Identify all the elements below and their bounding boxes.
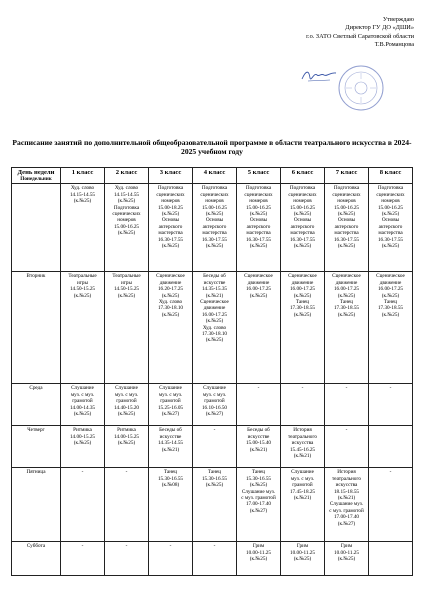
day-header-label: День недели (17, 169, 55, 176)
lesson-line: движение (335, 279, 358, 286)
lesson-line: - (389, 469, 392, 476)
lesson-line: номеров (293, 198, 312, 205)
lesson-line: номеров (161, 198, 180, 205)
schedule-cell (369, 184, 413, 272)
lesson-line: - (125, 543, 128, 550)
lesson-line: Слушание (115, 385, 138, 392)
lesson-line: муз. с муз. (202, 391, 227, 398)
lesson-line: (к.№25) (293, 556, 312, 563)
class-column-header: 3 класс (149, 168, 193, 184)
lesson-line: Худ. слово (114, 185, 139, 192)
lesson-line: (к.№25) (117, 198, 136, 205)
lesson-line: (к.№21) (249, 446, 268, 453)
lesson-line: 14.35-15.35 (201, 286, 228, 293)
lesson-line: (к.№27) (337, 520, 356, 527)
lesson-line: актерского (246, 223, 271, 230)
lesson-line: сценических (332, 191, 361, 198)
schedule-table (11, 167, 413, 576)
lesson-line: Театральные (68, 273, 97, 280)
lesson-line: 10.00-11.25 (290, 549, 315, 556)
official-stamp (337, 64, 385, 112)
class-column-header: 8 класс (369, 168, 413, 184)
schedule-row (12, 468, 413, 542)
lesson-line: Беседы об (247, 427, 270, 434)
lesson-line: грамотой (204, 398, 225, 405)
schedule-row (12, 542, 413, 576)
lesson-line: Основы (205, 217, 224, 224)
lesson-line: движение (379, 279, 402, 286)
schedule-cell (369, 468, 413, 542)
lesson-line: Основы (381, 217, 400, 224)
lesson-line: искусстве (247, 433, 270, 440)
lesson-line: 15.00-16.25 (333, 204, 360, 211)
lesson-line: 16.30-17.55 (201, 236, 228, 243)
lesson-line: Основы (161, 217, 180, 224)
lesson-line: Худ. слово (70, 185, 95, 192)
day-label (12, 184, 61, 272)
lesson-line: (к.№25) (381, 211, 400, 218)
lesson-line: Беседы об (159, 427, 182, 434)
lesson-line: (к.№25) (249, 292, 268, 299)
schedule-cell (325, 272, 369, 384)
lesson-line: номеров (249, 198, 268, 205)
schedule-cell (237, 542, 281, 576)
lesson-line: номеров (117, 217, 136, 224)
lesson-line: 17.30-18.55 (377, 305, 404, 312)
lesson-line: театрального (288, 433, 317, 440)
lesson-line: (к.№25) (337, 243, 356, 250)
lesson-line: (к.№25) (161, 243, 180, 250)
lesson-line: (к.№25) (381, 292, 400, 299)
lesson-line: мастерства (334, 230, 359, 237)
schedule-cell (281, 426, 325, 468)
approval-line: Т.В.Романцова (374, 41, 414, 49)
lesson-line: актерского (202, 223, 227, 230)
day-label: Среда (12, 384, 61, 426)
lesson-line: Сценическое (156, 273, 185, 280)
lesson-line: грамотой (116, 398, 137, 405)
schedule-cell (237, 272, 281, 384)
lesson-line: сценических (156, 191, 185, 198)
lesson-line: грамотой (160, 398, 181, 405)
schedule-cell (193, 542, 237, 576)
lesson-line: Подготовка (157, 185, 184, 192)
lesson-line: 17.45-18.25 (289, 488, 316, 495)
lesson-line: мастерства (378, 230, 403, 237)
lesson-line: (к.№25) (117, 440, 136, 447)
lesson-line: Подготовка (377, 185, 404, 192)
schedule-cell (61, 184, 105, 272)
lesson-line: 16.00-17.25 (289, 286, 316, 293)
page-title: Расписание занятий по дополнительной общеобразовательной программе в области театрального искусства в 2024-2025 учебном году (12, 138, 412, 156)
lesson-line: (к.№25) (73, 292, 92, 299)
schedule-cell (61, 272, 105, 384)
lesson-line: Беседы об (203, 273, 226, 280)
lesson-line: Худ. слово (202, 324, 227, 331)
lesson-line: Сценическое (288, 273, 317, 280)
lesson-line: Сценическое (332, 273, 361, 280)
lesson-line: искусстве (203, 279, 226, 286)
schedule-row (12, 426, 413, 468)
lesson-line: (к.№25) (117, 230, 136, 237)
lesson-line: движение (203, 305, 226, 312)
lesson-line: История (337, 469, 356, 476)
lesson-line: Грим (340, 543, 353, 550)
schedule-cell (325, 426, 369, 468)
lesson-line: 14.15-14.55 (113, 191, 140, 198)
lesson-line: 17.00-17.40 (333, 514, 360, 521)
lesson-line: 16.00-17.25 (333, 286, 360, 293)
lesson-line: - (345, 427, 348, 434)
lesson-line: Слушание муз. (241, 488, 276, 495)
schedule-cell (193, 384, 237, 426)
lesson-line: номеров (337, 198, 356, 205)
lesson-line: сценических (376, 191, 405, 198)
class-column-header: 1 класс (61, 168, 105, 184)
lesson-line: (к.№21) (293, 453, 312, 460)
lesson-line: 15.00-16.25 (289, 204, 316, 211)
lesson-line: (к.№25) (337, 292, 356, 299)
lesson-line: Основы (337, 217, 356, 224)
schedule-cell (149, 468, 193, 542)
schedule-cell (149, 542, 193, 576)
lesson-line: - (389, 385, 392, 392)
class-column-header: 6 класс (281, 168, 325, 184)
schedule-cell (369, 272, 413, 384)
lesson-line: 15.00-18.25 (157, 204, 184, 211)
lesson-line: (к.№21) (337, 495, 356, 502)
schedule-cell (281, 542, 325, 576)
lesson-line: (к.№25) (249, 211, 268, 218)
lesson-line: Подготовка (333, 185, 360, 192)
lesson-line: - (213, 427, 216, 434)
lesson-line: Подготовка (245, 185, 272, 192)
lesson-line: 15.30-16.55 (201, 475, 228, 482)
schedule-cell (61, 384, 105, 426)
lesson-line: Ритмика (117, 427, 136, 434)
schedule-cell (281, 272, 325, 384)
schedule-cell (61, 468, 105, 542)
class-column-header: 4 класс (193, 168, 237, 184)
lesson-line: - (125, 469, 128, 476)
lesson-line: 17.30-18.10 (201, 331, 228, 338)
lesson-line: (к.№25) (161, 211, 180, 218)
schedule-cell (237, 384, 281, 426)
lesson-line: (к.№27) (249, 507, 268, 514)
lesson-line: 17.30-18.10 (157, 305, 184, 312)
schedule-row (12, 384, 413, 426)
lesson-line: Танец (207, 469, 222, 476)
lesson-line: 14.15-14.55 (69, 191, 96, 198)
day-label: Вторник (12, 272, 61, 384)
lesson-line: искусства (335, 482, 358, 489)
lesson-line: (к.№25) (205, 318, 224, 325)
lesson-line: Подготовка (113, 204, 140, 211)
lesson-line: (к.№25) (337, 211, 356, 218)
lesson-line: 14.50-15.25 (69, 286, 96, 293)
lesson-line: - (213, 543, 216, 550)
schedule-cell (105, 426, 149, 468)
lesson-line: игры (121, 279, 132, 286)
schedule-cell (237, 468, 281, 542)
lesson-line: - (169, 543, 172, 550)
lesson-line: - (81, 543, 84, 550)
lesson-line: (к.№25) (381, 311, 400, 318)
lesson-line: Сценическое (200, 299, 229, 306)
schedule-body (12, 184, 413, 576)
lesson-line: (к.№21) (293, 495, 312, 502)
lesson-line: (к.№27) (161, 411, 180, 418)
lesson-line: актерского (290, 223, 315, 230)
lesson-line: театрального (332, 475, 361, 482)
lesson-line: актерского (378, 223, 403, 230)
lesson-line: (к.№25) (73, 411, 92, 418)
lesson-line: с муз. грамотой (241, 495, 276, 502)
lesson-line: Танец (339, 299, 354, 306)
lesson-line: мастерства (158, 230, 183, 237)
lesson-line: 15.30-16.55 (157, 475, 184, 482)
lesson-line: номеров (381, 198, 400, 205)
lesson-line: актерского (158, 223, 183, 230)
lesson-line: 16.20-17.25 (157, 286, 184, 293)
lesson-line: Танец (383, 299, 398, 306)
lesson-line: 15.45-16.25 (289, 446, 316, 453)
lesson-line: 15.30-16.55 (245, 475, 272, 482)
schedule-cell (281, 384, 325, 426)
schedule-cell (149, 426, 193, 468)
lesson-line: (к.№25) (337, 556, 356, 563)
lesson-line: (к.№25) (205, 243, 224, 250)
lesson-line: Слушание (159, 385, 182, 392)
lesson-line: 16.30-17.55 (289, 236, 316, 243)
header-row (12, 168, 413, 184)
lesson-line: (к.№25) (249, 556, 268, 563)
lesson-line: Танец (163, 469, 178, 476)
approval-line: Директор ГУ ДО «ДШИ» (345, 24, 414, 32)
lesson-line: Слушание муз. (329, 501, 364, 508)
schedule-cell (325, 384, 369, 426)
schedule-cell (193, 426, 237, 468)
lesson-line: 16.00-17.25 (245, 286, 272, 293)
lesson-line: (к.№25) (381, 243, 400, 250)
schedule-cell (105, 468, 149, 542)
lesson-line: (к.№25) (73, 198, 92, 205)
lesson-line: с муз. грамотой (329, 507, 364, 514)
lesson-line: Слушание (203, 385, 226, 392)
lesson-line: актерского (334, 223, 359, 230)
lesson-line: 16.30-17.55 (377, 236, 404, 243)
day-label: Суббота (12, 542, 61, 576)
schedule-cell (61, 542, 105, 576)
lesson-line: 17.30-18.55 (289, 305, 316, 312)
schedule-cell (325, 542, 369, 576)
lesson-line: Слушание (71, 385, 94, 392)
lesson-line: Основы (249, 217, 268, 224)
schedule-row (12, 184, 413, 272)
approval-block (224, 16, 414, 50)
lesson-line: сценических (288, 191, 317, 198)
lesson-line: Танец (295, 299, 310, 306)
monday-label: Понедельник (20, 176, 52, 183)
lesson-line: (к.№25) (205, 211, 224, 218)
lesson-line: 14.35-14.55 (157, 440, 184, 447)
lesson-line: Слушание (291, 469, 314, 476)
lesson-line: Танец (251, 469, 266, 476)
day-label: Пятница (12, 468, 61, 542)
schedule-cell (193, 468, 237, 542)
lesson-line: Грим (296, 543, 309, 550)
lesson-line: 14.00-15.25 (113, 433, 140, 440)
lesson-line: 16.10-16.50 (201, 404, 228, 411)
lesson-line: 14.00-14.35 (69, 404, 96, 411)
lesson-line: (к.№25) (161, 311, 180, 318)
lesson-line: (к.№27) (205, 411, 224, 418)
lesson-line: 15.00-15.40 (245, 440, 272, 447)
lesson-line: движение (291, 279, 314, 286)
schedule-cell (105, 272, 149, 384)
lesson-line: 16.30-17.55 (333, 236, 360, 243)
lesson-line: Грим (252, 543, 265, 550)
lesson-line: (к.№25) (293, 292, 312, 299)
class-column-header: 7 класс (325, 168, 369, 184)
lesson-line: - (81, 469, 84, 476)
lesson-line: - (257, 385, 260, 392)
lesson-line: 17.00-17.40 (245, 501, 272, 508)
lesson-line: муз. с муз. (158, 391, 183, 398)
lesson-line: номеров (205, 198, 224, 205)
lesson-line: (к.№25) (117, 292, 136, 299)
schedule-cell (149, 384, 193, 426)
lesson-line: 10.00-11.25 (246, 549, 271, 556)
lesson-line: игры (77, 279, 88, 286)
day-label: Четверг (12, 426, 61, 468)
lesson-line: (к.№25) (117, 411, 136, 418)
lesson-line: грамотой (72, 398, 93, 405)
lesson-line: 16.30-17.55 (245, 236, 272, 243)
lesson-line: (к.№25) (205, 482, 224, 489)
schedule-cell (193, 272, 237, 384)
lesson-line: (к.№25) (161, 292, 180, 299)
lesson-line: 15.00-16.25 (201, 204, 228, 211)
lesson-line: Подготовка (201, 185, 228, 192)
lesson-line: 14.50-15.25 (113, 286, 140, 293)
schedule-cell (369, 426, 413, 468)
lesson-line: (к.№21) (205, 292, 224, 299)
lesson-line: 16.30-17.55 (157, 236, 184, 243)
lesson-line: (к.№25) (293, 211, 312, 218)
lesson-line: 17.30-18.55 (333, 305, 360, 312)
class-column-header: 2 класс (105, 168, 149, 184)
schedule-cell (61, 426, 105, 468)
lesson-line: сценических (112, 211, 141, 218)
schedule-cell (237, 184, 281, 272)
director-signature (300, 66, 340, 84)
lesson-line: искусства (291, 440, 314, 447)
lesson-line: 14.00-15.25 (69, 433, 96, 440)
lesson-line: Ритмика (73, 427, 92, 434)
schedule-cell (149, 184, 193, 272)
lesson-line: Основы (293, 217, 312, 224)
lesson-line: Сценическое (376, 273, 405, 280)
lesson-line: искусстве (159, 433, 182, 440)
schedule-row (12, 272, 413, 384)
lesson-line: движение (247, 279, 270, 286)
lesson-line: мастерства (290, 230, 315, 237)
approval-line: г.о. ЗАТО Светлый Саратовской области (306, 32, 414, 40)
lesson-line: грамотой (292, 482, 313, 489)
schedule-cell (281, 184, 325, 272)
lesson-line: 15.00-16.25 (377, 204, 404, 211)
schedule-cell (369, 384, 413, 426)
lesson-line: Театральные (112, 273, 141, 280)
lesson-line: (к.№25) (205, 337, 224, 344)
lesson-line: мастерства (246, 230, 271, 237)
lesson-line: 14.40-15.20 (113, 404, 140, 411)
approval-line: Утверждаю (382, 16, 414, 23)
schedule-cell (149, 272, 193, 384)
lesson-line: (к.№25) (293, 243, 312, 250)
class-column-header: 5 класс (237, 168, 281, 184)
lesson-line: (к.№25) (293, 311, 312, 318)
lesson-line: (к.№25) (73, 440, 92, 447)
lesson-line: (к.№21) (161, 446, 180, 453)
schedule-cell (369, 542, 413, 576)
lesson-line: Подготовка (289, 185, 316, 192)
schedule-cell (193, 184, 237, 272)
lesson-line: (к.№25) (337, 311, 356, 318)
schedule-cell (105, 184, 149, 272)
schedule-cell (105, 542, 149, 576)
lesson-line: - (301, 385, 304, 392)
lesson-line: (к.№08) (161, 482, 180, 489)
schedule-cell (105, 384, 149, 426)
lesson-line: 16.00-17.25 (201, 311, 228, 318)
lesson-line: муз. с муз. (290, 475, 315, 482)
lesson-line: движение (159, 279, 182, 286)
lesson-line: 15.00-16.25 (113, 223, 140, 230)
lesson-line: История (293, 427, 312, 434)
schedule-cell (325, 184, 369, 272)
lesson-line: 15.25-16.05 (157, 404, 184, 411)
lesson-line: (к.№25) (249, 482, 268, 489)
lesson-line: муз. с муз. (70, 391, 95, 398)
lesson-line: (к.№25) (249, 243, 268, 250)
lesson-line: - (345, 385, 348, 392)
lesson-line: муз. с муз. (114, 391, 139, 398)
lesson-line: 16.00-17.25 (377, 286, 404, 293)
schedule-cell (281, 468, 325, 542)
lesson-line: сценических (200, 191, 229, 198)
lesson-line: сценических (244, 191, 273, 198)
day-column-header (12, 168, 61, 184)
lesson-line: мастерства (202, 230, 227, 237)
lesson-line: Худ. слово (158, 299, 183, 306)
lesson-line: 15.00-16.25 (245, 204, 272, 211)
schedule-cell (325, 468, 369, 542)
lesson-line: Сценическое (244, 273, 273, 280)
lesson-line: 18.15-18.55 (333, 488, 360, 495)
schedule-cell (237, 426, 281, 468)
lesson-line: 10.00-11.25 (334, 549, 359, 556)
